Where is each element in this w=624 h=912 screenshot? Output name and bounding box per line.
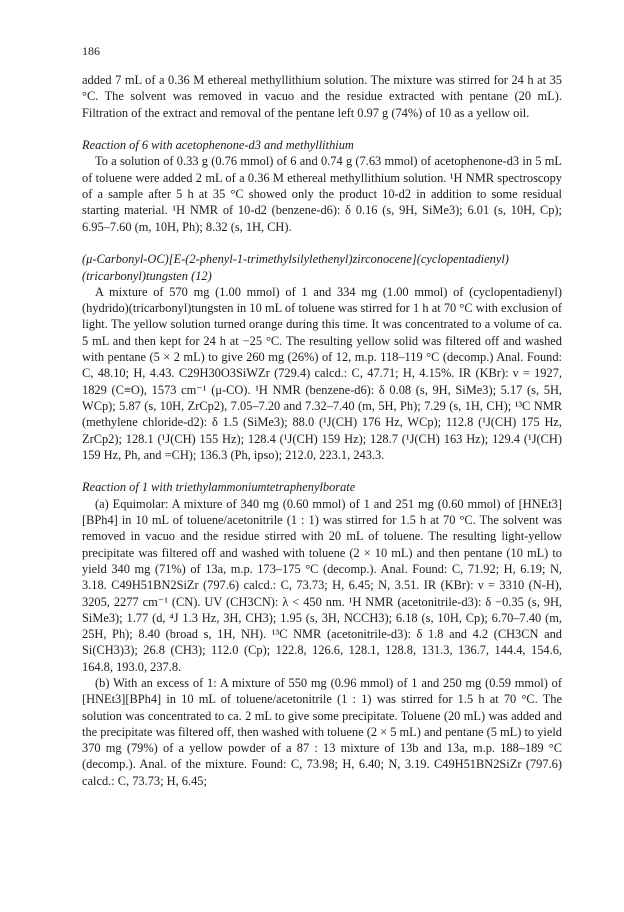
paragraph: To a solution of 0.33 g (0.76 mmol) of 6 and 0.74 g (7.63 mmol) of acetophenone-d3 in 5 mL of toluene were added 2 mL of a 0.36 M ethereal methyllithium solution. ¹H NMR spectroscopy of a sample after 5 h at 35 °C showed only the product 10-d2 in addition to some residual starting material. ¹H NMR of 10-d2 (benzene-d6): δ 0.16 (s, 9H, SiMe3); 6.01 (s, 10H, Cp); 6.95–7.60 (m, 10H, Ph); 8.32 (s, 1H, CH).	[82, 154, 562, 234]
page-number: 186	[82, 44, 100, 58]
paragraph: (b) With an excess of 1: A mixture of 550 mg (0.96 mmol) of 1 and 250 mg (0.59 mmol) of [HNEt3][BPh4] in 10 mL of toluene/acetonitrile (1 : 1) was stirred for 1.5 h at 70 °C. The solution was concentrated to ca. 2 mL to give some precipitate. Toluene (20 mL) was added and the precipitate was filtered off, then washed with toluene (2 × 5 mL) and pentane (5 mL) to yield 370 mg (79%) of a yellow powder of a 87 : 13 mixture of 13b and 13a, m.p. 188–189 °C (decomp.). Anal. of the mixture. Found: C, 73.98; H, 6.40; N, 3.19. C49H51BN2SiZr (797.6) calcd.: C, 73.73; H, 6.45;	[82, 675, 562, 788]
section-heading: Reaction of 1 with triethylammoniumtetraphenylborate	[82, 480, 356, 495]
body-text	[82, 72, 562, 789]
section-heading: Reaction of 6 with acetophenone-d3 and methyllithium	[82, 138, 354, 153]
section-heading: (μ-Carbonyl-OC)[E-(2-phenyl-1-trimethylsilylethenyl)zirconocene](cyclopentadienyl)(tricarbonyl)tungsten (12)	[82, 252, 509, 283]
paragraph: (a) Equimolar: A mixture of 340 mg (0.60 mmol) of 1 and 251 mg (0.60 mmol) of [HNEt3][BPh4] in 10 mL of toluene/acetonitrile (1 : 1) was stirred for 1.5 h at 70 °C. The solvent was removed in vacuo and the residue stirred with 20 mL of toluene. The resulting light-yellow precipitate was filtered off and washed with toluene (2 × 10 mL) and then pentane (10 mL) to yield 340 mg (71%) of 13a, m.p. 173–175 °C (decomp.). Anal. Found: C, 71.92; H, 6.19; N, 3.18. C49H51BN2SiZr (797.6) calcd.: C, 73.73; H, 6.45; N, 3.51. IR (KBr): ν = 3310 (N-H), 3205, 2277 cm⁻¹ (CN). UV (CH3CN): λ < 450 nm. ¹H NMR (acetonitrile-d3): δ −0.35 (s, 9H, SiMe3); 1.77 (d, ⁴J 1.3 Hz, 3H, CH3); 1.95 (s, 3H, NCCH3); 6.18 (s, 10H, Cp); 6.70–7.40 (m, 25H, Ph); 8.40 (broad s, 1H, NH). ¹³C NMR (acetonitrile-d3): δ 1.8 and 4.2 (CH3CN and Si(CH3)3); 26.8 (CH3); 112.0 (Cp); 122.8, 126.6, 128.1, 128.8, 131.3, 136.7, 144.4, 154.6, 164.8, 193.0, 237.8.	[82, 496, 562, 674]
paragraph: added 7 mL of a 0.36 M ethereal methyllithium solution. The mixture was stirred for 24 h at 35 °C. The solvent was removed in vacuo and the residue extracted with pentane (20 mL). Filtration of the extract and removal of the pentane left 0.97 g (74%) of 10 as a yellow oil.	[82, 73, 562, 120]
paragraph: A mixture of 570 mg (1.00 mmol) of 1 and 334 mg (1.00 mmol) of (cyclopentadienyl)(hydrido)(tricarbonyl)tungsten in 10 mL of toluene was stirred for 1 h at 70 °C with exclusion of light. The yellow solution turned orange during this time. It was concentrated to a volume of ca. 5 mL and then kept for 24 h at −25 °C. The resulting yellow solid was filtered off and washed with pentane (5 × 2 mL) to give 260 mg (26%) of 12, m.p. 118–119 °C (decomp.) Anal. Found: C, 48.10; H, 4.43. C29H30O3SiWZr (729.4) calcd.: C, 47.71; H, 4.15%. IR (KBr): ν = 1927, 1829 (C≡O), 1573 cm⁻¹ (μ-CO). ¹H NMR (benzene-d6): δ 0.08 (s, 9H, SiMe3); 5.17 (s, 5H, WCp); 5.87 (s, 10H, ZrCp2), 7.05–7.20 and 7.32–7.40 (m, 5H, Ph); 7.29 (s, 1H, CH); ¹³C NMR (methylene chloride-d2): δ 1.5 (SiMe3); 88.0 (¹J(CH) 176 Hz, WCp); 112.8 (¹J(CH) 175 Hz, ZrCp2); 128.1 (¹J(CH) 155 Hz); 128.4 (¹J(CH) 159 Hz); 128.7 (¹J(CH) 163 Hz); 129.4 (¹J(CH) 159 Hz, Ph, and =CH); 136.3 (Ph, ipso); 212.0, 223.1, 243.3.	[82, 284, 562, 462]
